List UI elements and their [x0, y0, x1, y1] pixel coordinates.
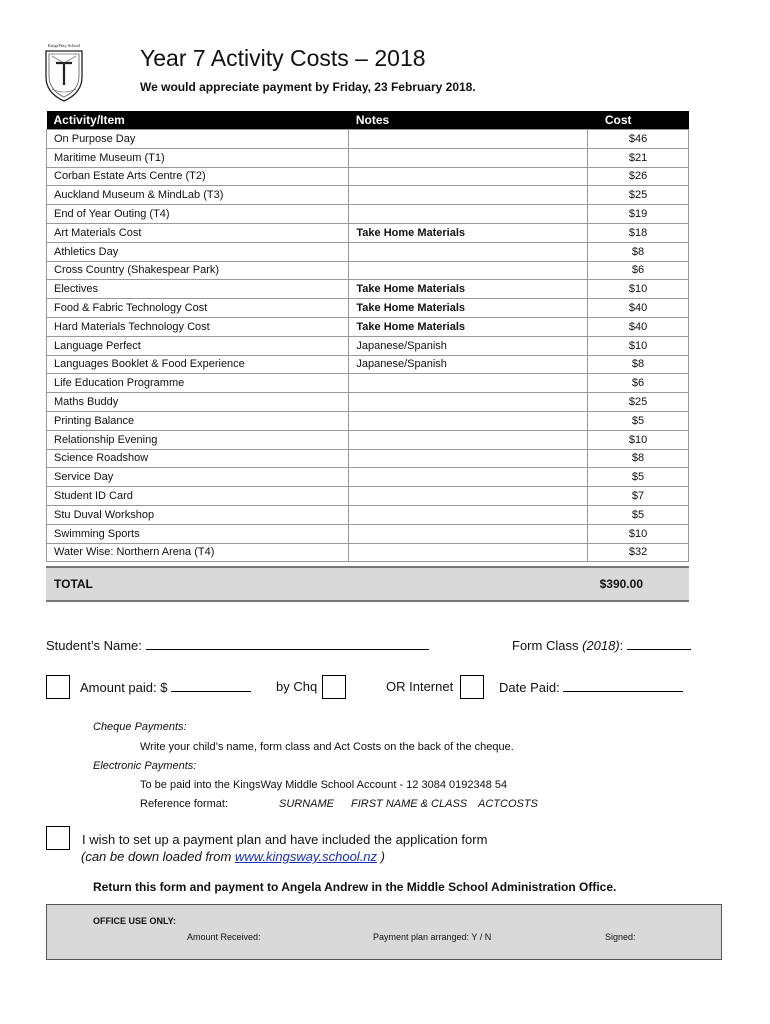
cost-cell: $10	[588, 524, 689, 543]
total-label: TOTAL	[54, 577, 93, 591]
table-row	[47, 543, 689, 562]
notes-cell	[349, 524, 588, 543]
school-website-link[interactable]: www.kingsway.school.nz	[234, 849, 378, 864]
activity-cell: Cross Country (Shakespear Park)	[47, 261, 349, 280]
table-row	[47, 449, 689, 468]
cost-cell: $32	[588, 543, 689, 562]
logo-text: KingsWay School	[47, 43, 81, 48]
total-value: $390.00	[599, 577, 643, 591]
form-class-line[interactable]	[627, 637, 691, 650]
activity-cell: Science Roadshow	[47, 449, 349, 468]
notes-cell	[349, 487, 588, 506]
amount-paid-field[interactable]	[80, 679, 251, 695]
cost-cell: $7	[588, 487, 689, 506]
table-header-row	[47, 111, 689, 130]
table-row	[47, 205, 689, 224]
column-header-cost: Cost	[588, 111, 689, 130]
form-class-label: Form Class	[512, 638, 579, 653]
table-row	[47, 374, 689, 393]
table-row	[47, 524, 689, 543]
cost-cell: $40	[588, 317, 689, 336]
activity-cell: Stu Duval Workshop	[47, 505, 349, 524]
activity-cell: Water Wise: Northern Arena (T4)	[47, 543, 349, 562]
table-row	[47, 299, 689, 318]
notes-cell	[349, 167, 588, 186]
by-chq-checkbox[interactable]	[322, 675, 346, 699]
cheque-heading: Cheque Payments:	[93, 721, 187, 733]
table-row	[47, 280, 689, 299]
activity-cell: Athletics Day	[47, 242, 349, 261]
reference-act-costs: ACTCOSTS	[478, 798, 538, 810]
table-row	[47, 336, 689, 355]
amount-paid-line[interactable]	[171, 679, 251, 692]
notes-cell: Take Home Materials	[349, 223, 588, 242]
or-internet-label: OR Internet	[386, 679, 454, 694]
download-prefix: (can be down loaded from	[81, 849, 235, 864]
table-row	[47, 393, 689, 412]
date-paid-label: Date Paid:	[499, 680, 560, 695]
cost-cell: $46	[588, 130, 689, 149]
student-name-label: Student’s Name:	[46, 638, 142, 653]
table-row	[47, 355, 689, 374]
activity-cell: Life Education Programme	[47, 374, 349, 393]
activity-cell: Languages Booklet & Food Experience	[47, 355, 349, 374]
cost-cell: $10	[588, 280, 689, 299]
activity-cell: Printing Balance	[47, 411, 349, 430]
activity-cell: Food & Fabric Technology Cost	[47, 299, 349, 318]
table-row	[47, 186, 689, 205]
electronic-instructions: To be paid into the KingsWay Middle School Account - 12 3084 0192348 54	[140, 779, 508, 791]
cost-cell: $10	[588, 336, 689, 355]
activity-cell: Maths Buddy	[47, 393, 349, 412]
download-suffix: )	[377, 849, 385, 864]
page-title: Year 7 Activity Costs – 2018	[140, 45, 426, 71]
table-row	[47, 487, 689, 506]
column-header-notes: Notes	[349, 111, 588, 130]
cost-cell: $25	[588, 186, 689, 205]
form-class-year: (2018)	[582, 638, 620, 653]
notes-cell	[349, 261, 588, 280]
table-row	[47, 242, 689, 261]
activity-cell: Corban Estate Arts Centre (T2)	[47, 167, 349, 186]
date-paid-line[interactable]	[563, 679, 683, 692]
table-row	[47, 430, 689, 449]
cost-cell: $8	[588, 242, 689, 261]
notes-cell	[349, 449, 588, 468]
notes-cell: Japanese/Spanish	[349, 355, 588, 374]
column-header-activity: Activity/Item	[47, 111, 349, 130]
activity-cell: On Purpose Day	[47, 130, 349, 149]
payment-due-note: We would appreciate payment by Friday, 23 February 2018.	[140, 80, 476, 94]
cheque-instructions: Write your child’s name, form class and Act Costs on the back of the cheque.	[140, 741, 514, 753]
activity-cell: Language Perfect	[47, 336, 349, 355]
activity-cell: Auckland Museum & MindLab (T3)	[47, 186, 349, 205]
total-row	[46, 566, 689, 602]
amount-paid-checkbox[interactable]	[46, 675, 70, 699]
payment-plan-checkbox[interactable]	[46, 826, 70, 850]
reference-surname: SURNAME	[279, 798, 335, 810]
table-row	[47, 148, 689, 167]
notes-cell	[349, 430, 588, 449]
by-chq-label: by Chq	[276, 679, 318, 694]
office-use-heading: OFFICE USE ONLY:	[93, 916, 177, 926]
notes-cell	[349, 205, 588, 224]
office-use-box	[46, 904, 722, 960]
table-row	[47, 468, 689, 487]
table-row	[47, 130, 689, 149]
cost-cell: $5	[588, 468, 689, 487]
activity-cell: Hard Materials Technology Cost	[47, 317, 349, 336]
cost-cell: $25	[588, 393, 689, 412]
student-name-field[interactable]	[46, 637, 429, 653]
payment-plan-text: I wish to set up a payment plan and have included the application form	[82, 832, 488, 847]
activity-cell: Service Day	[47, 468, 349, 487]
table-row	[47, 223, 689, 242]
activity-costs-table	[46, 111, 689, 562]
table-row	[47, 261, 689, 280]
cost-cell: $5	[588, 505, 689, 524]
table-row	[47, 317, 689, 336]
notes-cell	[349, 242, 588, 261]
school-crest-logo	[42, 41, 86, 103]
internet-checkbox[interactable]	[460, 675, 484, 699]
payment-plan-arranged-label: Payment plan arranged: Y / N	[373, 932, 492, 942]
cost-cell: $19	[588, 205, 689, 224]
date-paid-field[interactable]	[499, 679, 683, 695]
notes-cell: Take Home Materials	[349, 299, 588, 318]
notes-cell	[349, 543, 588, 562]
cost-cell: $21	[588, 148, 689, 167]
notes-cell	[349, 505, 588, 524]
reference-label: Reference format:	[140, 798, 229, 810]
activity-cell: Swimming Sports	[47, 524, 349, 543]
cost-cell: $8	[588, 355, 689, 374]
cost-cell: $26	[588, 167, 689, 186]
student-name-line[interactable]	[146, 637, 429, 650]
notes-cell	[349, 374, 588, 393]
activity-cell: Art Materials Cost	[47, 223, 349, 242]
download-note	[81, 849, 385, 864]
table-row	[47, 505, 689, 524]
table-row	[47, 167, 689, 186]
notes-cell	[349, 468, 588, 487]
form-class-field[interactable]: Form Class (2018):	[512, 637, 691, 653]
electronic-heading: Electronic Payments:	[93, 760, 197, 772]
return-instructions: Return this form and payment to Angela Andrew in the Middle School Administration Office.	[93, 880, 617, 894]
activity-cell: End of Year Outing (T4)	[47, 205, 349, 224]
cost-cell: $10	[588, 430, 689, 449]
notes-cell	[349, 186, 588, 205]
cost-cell: $18	[588, 223, 689, 242]
table-row	[47, 411, 689, 430]
cost-cell: $40	[588, 299, 689, 318]
activity-cell: Student ID Card	[47, 487, 349, 506]
signed-label: Signed:	[605, 932, 636, 942]
notes-cell	[349, 130, 588, 149]
notes-cell	[349, 148, 588, 167]
notes-cell: Take Home Materials	[349, 280, 588, 299]
cost-cell: $6	[588, 261, 689, 280]
reference-first-name: FIRST NAME & CLASS	[351, 798, 468, 810]
amount-received-label: Amount Received:	[187, 932, 261, 942]
notes-cell	[349, 393, 588, 412]
cost-cell: $5	[588, 411, 689, 430]
activity-cell: Relationship Evening	[47, 430, 349, 449]
notes-cell: Japanese/Spanish	[349, 336, 588, 355]
amount-paid-label: Amount paid: $	[80, 680, 168, 695]
notes-cell	[349, 411, 588, 430]
activity-cell: Electives	[47, 280, 349, 299]
cost-cell: $8	[588, 449, 689, 468]
notes-cell: Take Home Materials	[349, 317, 588, 336]
activity-cell: Maritime Museum (T1)	[47, 148, 349, 167]
cost-cell: $6	[588, 374, 689, 393]
